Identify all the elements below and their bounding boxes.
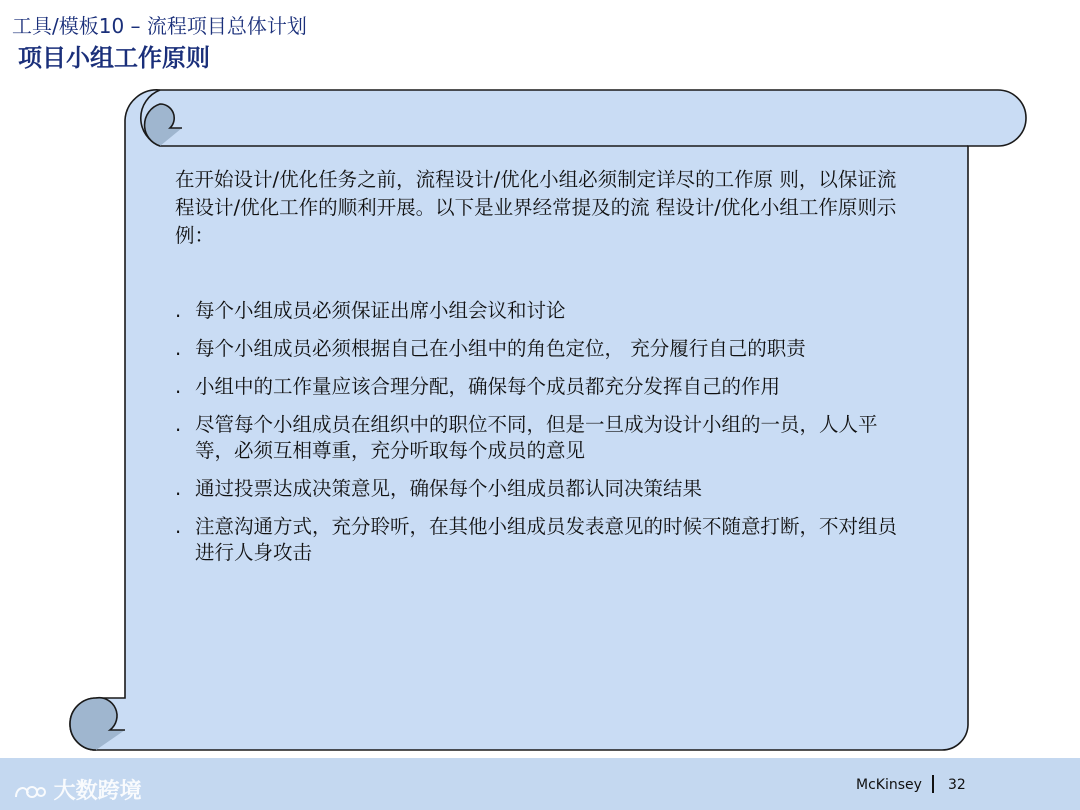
page-title: 项目小组工作原则 xyxy=(18,44,210,72)
header-subtitle: 工具/模板10 – 流程项目总体计划 xyxy=(12,14,307,38)
watermark-logo-icon xyxy=(12,781,46,803)
bullet-marker: . xyxy=(175,477,182,500)
list-item xyxy=(175,514,915,566)
bullet-marker: . xyxy=(175,299,182,322)
list-item-text: 注意沟通方式，充分聆听，在其他小组成员发表意见的时候不随意打断，不对组员进行人身攻击 xyxy=(195,515,898,564)
watermark xyxy=(12,774,142,805)
list-item xyxy=(175,298,915,324)
page-number: 32 xyxy=(948,777,966,793)
footer-divider xyxy=(932,775,934,793)
watermark-text: 大数跨境 xyxy=(53,779,142,804)
list-item-text: 每个小组成员必须保证出席小组会议和讨论 xyxy=(195,299,566,322)
list-item xyxy=(175,336,915,362)
bullet-marker: . xyxy=(175,375,182,398)
list-item-text: 通过投票达成决策意见，确保每个小组成员都认同决策结果 xyxy=(195,477,703,500)
principles-list xyxy=(175,298,915,578)
bullet-marker: . xyxy=(175,337,182,360)
list-item-text: 每个小组成员必须根据自己在小组中的角色定位， 充分履行自己的职责 xyxy=(195,337,806,360)
list-item xyxy=(175,476,915,502)
bullet-marker: . xyxy=(175,413,182,436)
bullet-marker: . xyxy=(175,515,182,538)
list-item-text: 小组中的工作量应该合理分配，确保每个成员都充分发挥自己的作用 xyxy=(195,375,781,398)
list-item xyxy=(175,374,915,400)
list-item-text: 尽管每个小组成员在组织中的职位不同，但是一旦成为设计小组的一员，人人平等，必须互相尊重，充分听取每个成员的意见 xyxy=(195,413,878,462)
list-item xyxy=(175,412,915,464)
intro-paragraph: 在开始设计/优化任务之前，流程设计/优化小组必须制定详尽的工作原 则，以保证流程设计/优化工作的顺利开展。以下是业界经常提及的流 程设计/优化小组工作原则示例： xyxy=(175,168,897,247)
brand-name: McKinsey xyxy=(856,777,922,793)
